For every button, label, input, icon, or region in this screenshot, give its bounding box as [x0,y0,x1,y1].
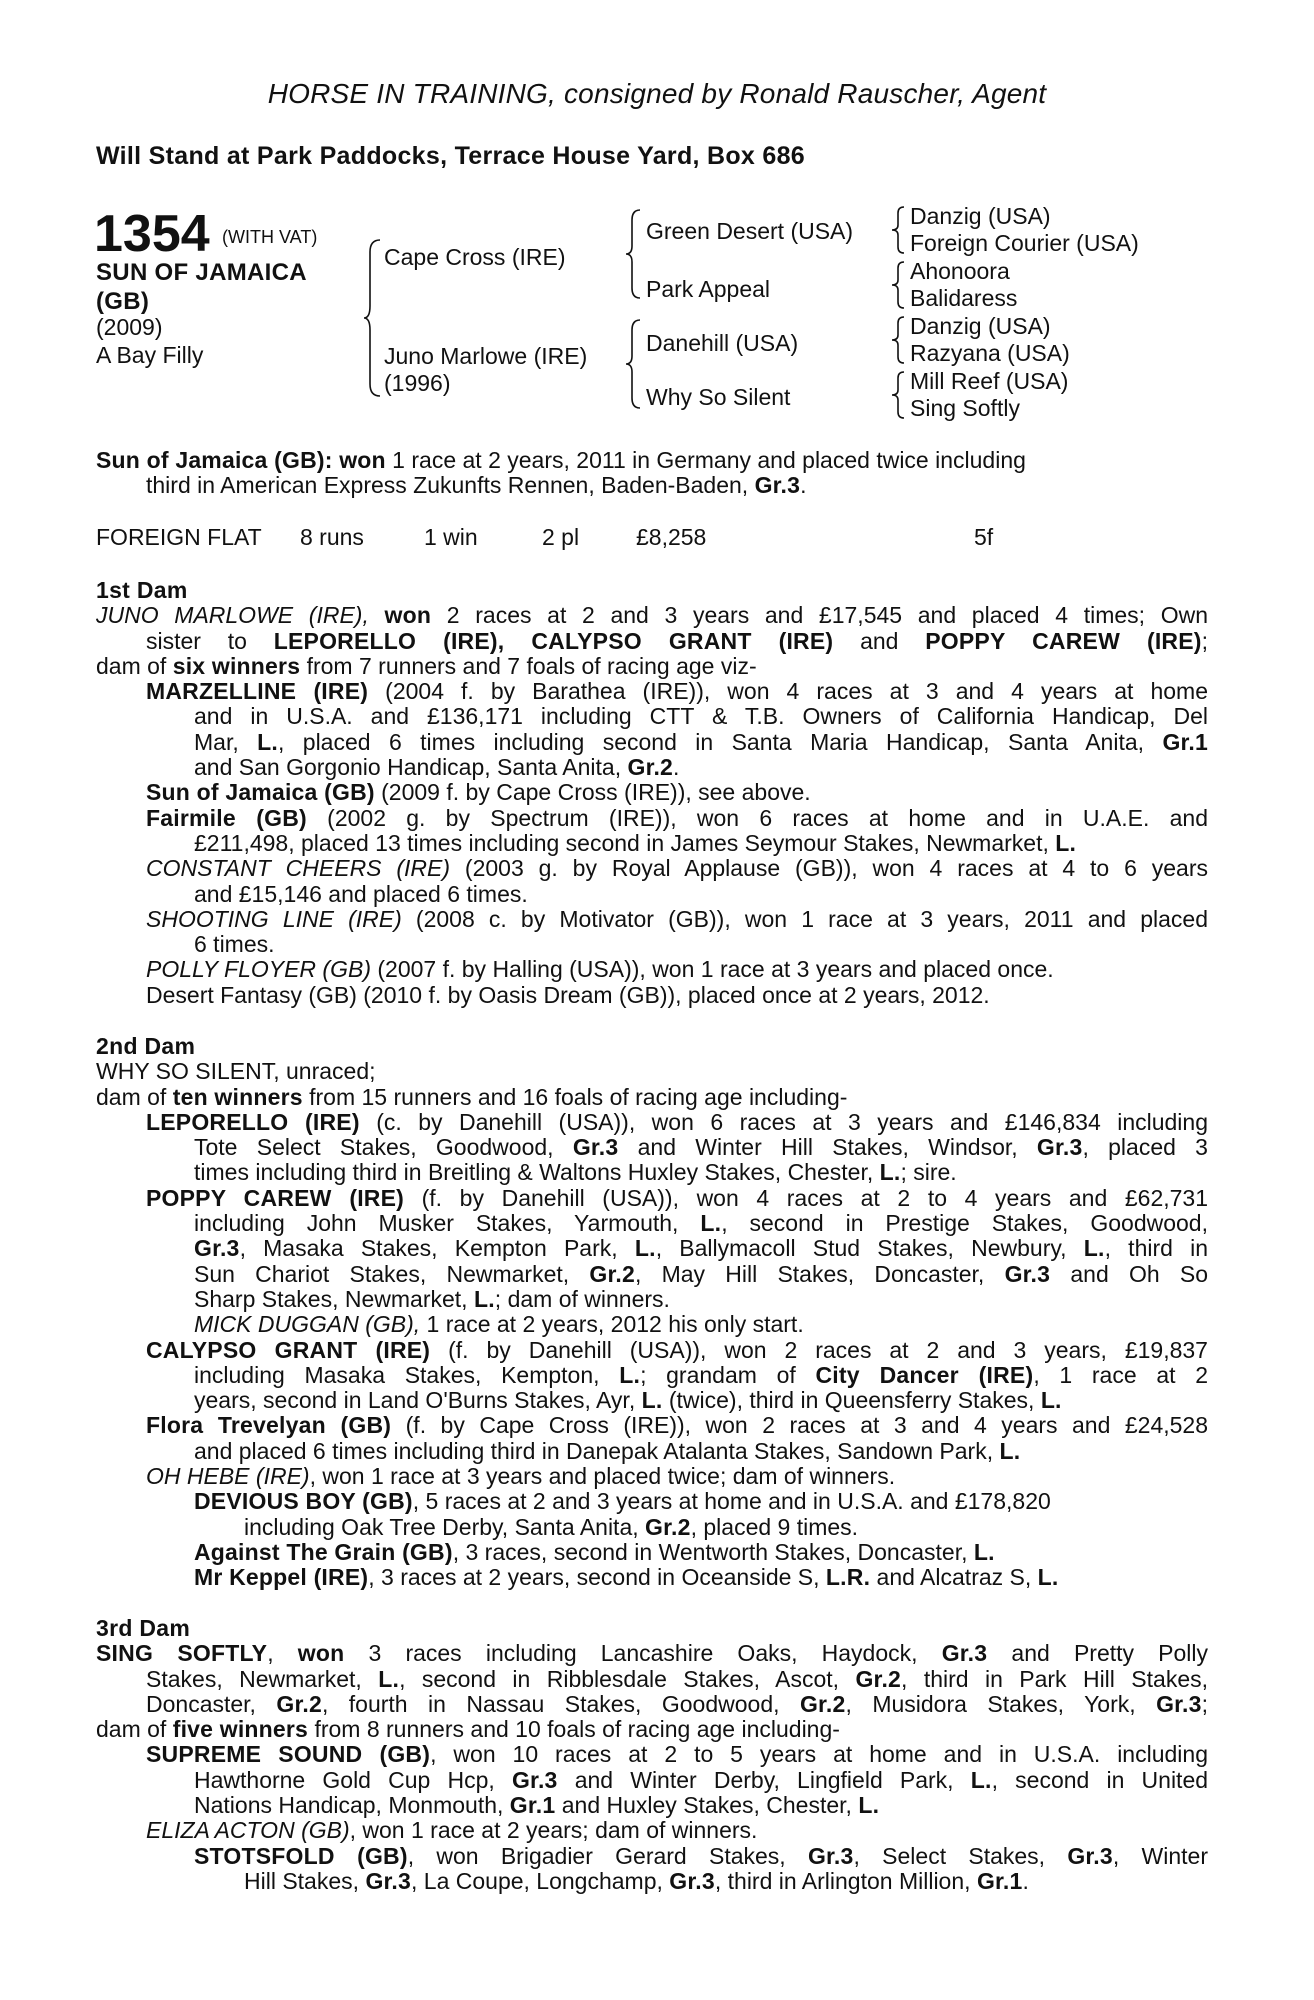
ggs-1: Danzig (USA) [910,203,1051,229]
sire: Cape Cross (IRE) [384,244,566,270]
dam-dam: Why So Silent [646,384,791,410]
pedigree-brace-sire [624,208,642,300]
ggs-7: Mill Reef (USA) [910,368,1069,394]
summary-grade: Gr.3 [754,472,801,499]
section-heading: 1st Dam [96,577,188,603]
dam-sire: Danehill (USA) [646,330,799,356]
flat-runs: 8 runs [300,524,364,550]
ggs-6: Razyana (USA) [910,340,1070,366]
pedigree-brace-main [362,238,382,398]
dam: Juno Marlowe (IRE) [384,343,588,369]
flat-earnings: £8,258 [636,524,707,550]
summary-text1: 1 race at 2 years, 2011 in Germany and placed twice including [385,447,1026,473]
pedigree-brace-ggs1 [890,205,906,255]
first-dam-section: 1st Dam JUNO MARLOWE (IRE), won 2 races at 2 and 3 years and £17,545 and placed 4 times; Own sister to LEPORELLO (IRE), CALYPSO GRANT (IRE) and POPPY CAREW (IRE); dam of six winners from 7 runners and 7 foals of racing age viz- MARZELLINE (IRE) (2004 f. by Barathea (IRE)), won 4 races at 3 and 4 years at home and in U.S.A. and £136,171 including CTT & T.B. Owners of California Handicap, Del Mar, L., placed 6 times including second in Santa Maria Handicap, Santa Anita, Gr.1 and San Gorgonio Handicap, Santa Anita, Gr.2. Sun of Jamaica (GB) (2009 f. by Cape Cross (IRE)), see above. Fairmile (GB) (2002 g. by Spectrum (IRE)), won 6 races at home and in U.A.E. and £211,498, placed 13 times including second in James Seymour Stakes, Newmarket, L. CONSTANT CHEERS (IRE) (2003 g. by Royal Applause (GB)), won 4 races at 4 to 6 years and £15,146 and placed 6 times. SHOOTING LINE (IRE) (2008 c. by Motivator (GB)), won 1 race at 3 years, 2011 and placed 6 times. POLLY FLOYER (GB) (2007 f. by Halling (USA)), won 1 race at 3 years and placed once. Desert Fantasy (GB) (2010 f. by Oasis Dream (GB)), placed once at 2 years, 2012. [96,577,1209,1008]
flat-distance: 5f [974,524,994,550]
summary-text2: third in American Express Zukunfts Rennen, Baden-Baden, [146,472,755,499]
ggs-3: Ahonoora [910,258,1010,284]
dam-year: (1996) [384,370,451,396]
ggs-8: Sing Softly [910,395,1020,421]
second-dam-section: 2nd Dam WHY SO SILENT, unraced; dam of ten winners from 15 runners and 16 foals of racing age including- LEPORELLO (IRE) (c. by Danehill (USA)), won 6 races at 3 years and £146,834 including Tote Select Stakes, Goodwood, Gr.3 and Winter Hill Stakes, Windsor, Gr.3, placed 3 times including third in Breitling & Waltons Huxley Stakes, Chester, L.; sire. POPPY CAREW (IRE) (f. by Danehill (USA)), won 4 races at 2 to 4 years and £62,731 including John Musker Stakes, Yarmouth, L., second in Prestige Stakes, Goodwood, Gr.3, Masaka Stakes, Kempton Park, L., Ballymacoll Stud Stakes, Newbury, L., third in Sun Chariot Stakes, Newmarket, Gr.2, May Hill Stakes, Doncaster, Gr.3 and Oh So Sharp Stakes, Newmarket, L.; dam of winners. MICK DUGGAN (GB), 1 race at 2 years, 2012 his only start. CALYPSO GRANT (IRE) (f. by Danehill (USA)), won 2 races at 2 and 3 years, £19,837 including Masaka Stakes, Kempton, L.; grandam of City Dancer (IRE), 1 race at 2 years, second in Land O'Burns Stakes, Ayr, L. (twice), third in Queensferry Stakes, L. Flora Trevelyan (GB) (f. by Cape Cross (IRE)), won 2 races at 3 and 4 years and £24,528 and placed 6 times including third in Danepak Atalanta Stakes, Sandown Park, L. OH HEBE (IRE), won 1 race at 3 years and placed twice; dam of winners. DEVIOUS BOY (GB), 5 races at 2 and 3 years at home and in U.S.A. and £178,820 including Oak Tree Derby, Santa Anita, Gr.2, placed 9 times. Against The Grain (GB), 3 races, second in Wentworth Stakes, Doncaster, L. Mr Keppel (IRE), 3 races at 2 years, second in Oceanside S, L.R. and Alcatraz S, L. [96,1033,1209,1591]
ggs-4: Balidaress [910,285,1018,311]
flat-label: FOREIGN FLAT [96,524,262,550]
page-title: HORSE IN TRAINING, consigned by Ronald Rauscher, Agent [267,78,1047,109]
pedigree-brace-ggs2 [890,260,906,310]
foreign-flat-record [96,524,1208,552]
summary-won: won [339,447,386,473]
ggs-2: Foreign Courier (USA) [910,230,1139,256]
horse-name-line1: SUN OF JAMAICA [96,259,307,286]
section-heading: 3rd Dam [96,1615,191,1641]
stand-location: Will Stand at Park Paddocks, Terrace House Yard, Box 686 [96,142,805,170]
pedigree-brace-ggs3 [890,315,906,365]
horse-description: A Bay Filly [96,342,204,368]
lot-number: 1354 [94,205,210,263]
horse-year: (2009) [96,314,163,340]
pedigree-brace-dam [624,318,642,410]
third-dam-section: 3rd Dam SING SOFTLY, won 3 races including Lancashire Oaks, Haydock, Gr.3 and Pretty Polly Stakes, Newmarket, L., second in Ribblesdale Stakes, Ascot, Gr.2, third in Park Hill Stakes, Doncaster, Gr.2, fourth in Nassau Stakes, Goodwood, Gr.2, Musidora Stakes, York, Gr.3; dam of five winners from 8 runners and 10 foals of racing age including- SUPREME SOUND (GB), won 10 races at 2 to 5 years at home and in U.S.A. including Hawthorne Gold Cup Hcp, Gr.3 and Winter Derby, Lingfield Park, L., second in United Nations Handicap, Monmouth, Gr.1 and Huxley Stakes, Chester, L. ELIZA ACTON (GB), won 1 race at 2 years; dam of winners. STOTSFOLD (GB), won Brigadier Gerard Stakes, Gr.3, Select Stakes, Gr.3, Winter Hill Stakes, Gr.3, La Coupe, Longchamp, Gr.3, third in Arlington Million, Gr.1. [96,1615,1209,1894]
sire-dam: Park Appeal [646,276,771,302]
horse-name [96,258,356,316]
summary-horse: Sun of Jamaica (GB) [96,447,325,473]
race-summary: Sun of Jamaica (GB): won 1 race at 2 years, 2011 in Germany and placed twice including third in American Express Zukunfts Rennen, Baden-Baden, Gr.3. [96,447,1026,499]
flat-placed: 2 pl [542,524,580,550]
vat-note: (WITH VAT) [222,227,318,247]
ggs-5: Danzig (USA) [910,313,1051,339]
horse-name-line2: (GB) [96,288,150,315]
flat-wins: 1 win [424,524,478,550]
section-heading: 2nd Dam [96,1033,196,1059]
sire-sire: Green Desert (USA) [646,218,854,244]
pedigree-brace-ggs4 [890,370,906,420]
